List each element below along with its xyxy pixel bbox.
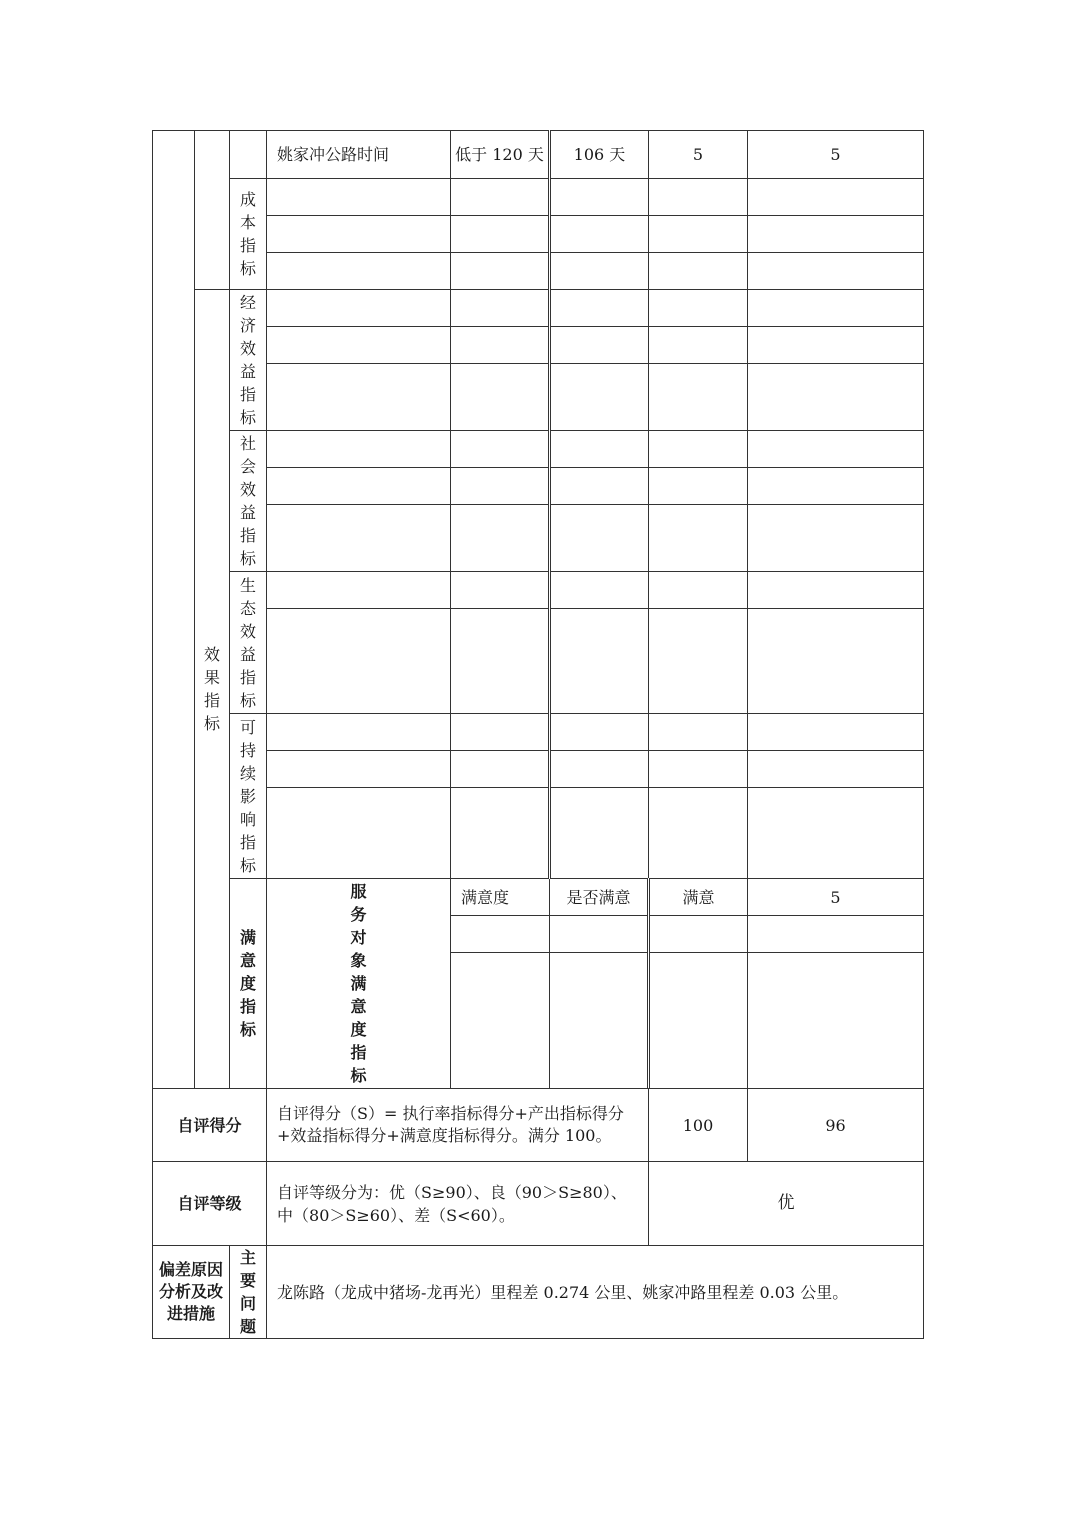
empty-cell: [649, 714, 748, 751]
empty-cell: [451, 916, 550, 953]
empty-cell: [267, 714, 451, 751]
performance-table: [152, 130, 924, 1089]
outer-blank-cell: [153, 131, 195, 1089]
empty-cell: [649, 327, 748, 364]
empty-cell: [451, 751, 550, 788]
empty-cell: [748, 290, 924, 327]
empty-cell: [267, 253, 451, 290]
empty-cell: [649, 572, 748, 609]
empty-cell: [649, 751, 748, 788]
empty-cell: [748, 327, 924, 364]
empty-cell: [748, 609, 924, 714]
service-satisfaction-label: 服 务 对 象 满 意 度 指 标: [267, 879, 451, 1089]
empty-cell: [649, 953, 748, 1089]
empty-cell: [550, 327, 649, 364]
empty-cell: [550, 788, 649, 879]
empty-cell: [451, 788, 550, 879]
empty-cell: [748, 916, 924, 953]
satisfaction-indicator-label: 满 意 度 指 标: [230, 879, 267, 1089]
empty-cell: [267, 216, 451, 253]
self-score-full: 100: [649, 1089, 748, 1162]
empty-cell: [267, 327, 451, 364]
blank-subcategory-cell: [230, 131, 267, 179]
empty-cell: [748, 505, 924, 572]
empty-cell: [550, 431, 649, 468]
score-cell: 5: [748, 131, 924, 179]
main-problem-label: 主 要 问 题: [230, 1246, 267, 1339]
empty-cell: [550, 468, 649, 505]
deviation-label: 偏差原因分析及改进措施: [153, 1246, 230, 1339]
empty-cell: [550, 505, 649, 572]
empty-cell: [267, 788, 451, 879]
sustainable-indicator-label: 可 持 续 影 响 指 标: [230, 714, 267, 879]
ecological-indicator-label: 生 态 效 益 指 标: [230, 572, 267, 714]
empty-cell: [748, 751, 924, 788]
empty-cell: [649, 505, 748, 572]
empty-cell: [550, 609, 649, 714]
empty-cell: [748, 953, 924, 1089]
target-cell: 是否满意: [550, 879, 649, 916]
empty-cell: [550, 290, 649, 327]
empty-cell: [649, 609, 748, 714]
social-indicator-label: 社 会 效 益 指 标: [230, 431, 267, 572]
empty-cell: [267, 751, 451, 788]
target-cell: 低于 120 天: [451, 131, 550, 179]
empty-cell: [451, 572, 550, 609]
self-score-formula: 自评得分（S）= 执行率指标得分+产出指标得分+效益指标得分+满意度指标得分。满分 100。: [267, 1089, 649, 1162]
empty-cell: [451, 609, 550, 714]
empty-cell: [550, 179, 649, 216]
empty-cell: [550, 751, 649, 788]
economic-indicator-label: 经 济 效 益 指 标: [230, 290, 267, 431]
empty-cell: [748, 179, 924, 216]
empty-cell: [649, 216, 748, 253]
self-grade-rule: 自评等级分为：优（S≥90）、良（90＞S≥80）、中（80＞S≥60）、差（S<60）。: [267, 1162, 649, 1246]
empty-cell: [649, 290, 748, 327]
empty-cell: [649, 468, 748, 505]
empty-cell: [267, 431, 451, 468]
indicator-cell: 满意度: [451, 879, 550, 916]
empty-cell: [748, 572, 924, 609]
effect-indicator-label: 效 果 指 标: [195, 290, 230, 1089]
empty-cell: [748, 216, 924, 253]
empty-cell: [649, 431, 748, 468]
empty-cell: [550, 953, 649, 1089]
empty-cell: [451, 253, 550, 290]
empty-cell: [649, 788, 748, 879]
output-blank-cell: [195, 131, 230, 290]
self-grade-value: 优: [649, 1162, 924, 1246]
empty-cell: [649, 364, 748, 431]
summary-table: [152, 1088, 924, 1339]
actual-cell: 满意: [649, 879, 748, 916]
empty-cell: [748, 468, 924, 505]
self-score-value: 96: [748, 1089, 924, 1162]
empty-cell: [550, 364, 649, 431]
empty-cell: [550, 916, 649, 953]
empty-cell: [451, 714, 550, 751]
empty-cell: [267, 609, 451, 714]
empty-cell: [451, 505, 550, 572]
weight-cell: 5: [649, 131, 748, 179]
empty-cell: [451, 327, 550, 364]
self-score-label: 自评得分: [153, 1089, 267, 1162]
empty-cell: [550, 714, 649, 751]
empty-cell: [267, 179, 451, 216]
empty-cell: [649, 916, 748, 953]
indicator-cell: 姚家冲公路时间: [267, 131, 451, 179]
empty-cell: [451, 468, 550, 505]
empty-cell: [550, 572, 649, 609]
empty-cell: [267, 290, 451, 327]
empty-cell: [748, 364, 924, 431]
empty-cell: [267, 364, 451, 431]
empty-cell: [451, 364, 550, 431]
self-grade-label: 自评等级: [153, 1162, 267, 1246]
empty-cell: [748, 431, 924, 468]
empty-cell: [267, 468, 451, 505]
empty-cell: [451, 179, 550, 216]
actual-cell: 106 天: [550, 131, 649, 179]
empty-cell: [748, 253, 924, 290]
problem-text: 龙陈路（龙成中猪场-龙再光）里程差 0.274 公里、姚家冲路里程差 0.03 公里。: [267, 1246, 924, 1339]
empty-cell: [649, 179, 748, 216]
empty-cell: [451, 216, 550, 253]
empty-cell: [550, 216, 649, 253]
empty-cell: [649, 253, 748, 290]
empty-cell: [267, 572, 451, 609]
empty-cell: [550, 253, 649, 290]
empty-cell: [451, 290, 550, 327]
cost-indicator-label: 成 本 指 标: [230, 179, 267, 290]
weight-cell: 5: [748, 879, 924, 916]
empty-cell: [451, 953, 550, 1089]
empty-cell: [451, 431, 550, 468]
empty-cell: [748, 714, 924, 751]
empty-cell: [748, 788, 924, 879]
empty-cell: [267, 505, 451, 572]
